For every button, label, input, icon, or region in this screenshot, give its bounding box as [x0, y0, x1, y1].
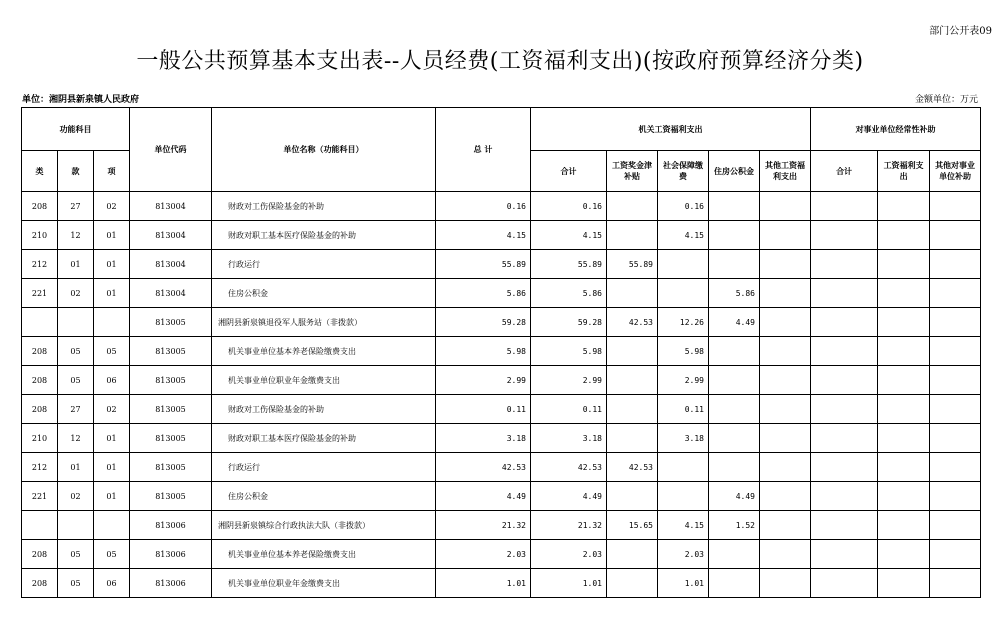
cell-org-social: 0.11 — [658, 395, 709, 424]
cell-unit-code: 813005 — [130, 453, 212, 482]
cell-org-housing — [709, 395, 760, 424]
xiang-header: 项 — [94, 151, 130, 192]
cell-org-other — [760, 395, 811, 424]
cell-xiang: 02 — [94, 192, 130, 221]
cell-lei: 208 — [22, 366, 58, 395]
page-title: 一般公共预算基本支出表--人员经费(工资福利支出)(按政府预算经济分类) — [136, 49, 864, 74]
cell-unit-name: 财政对职工基本医疗保险基金的补助 — [212, 221, 436, 250]
cell-org-housing — [709, 337, 760, 366]
cell-unit-code: 813005 — [130, 366, 212, 395]
cell-org-total: 42.53 — [531, 453, 607, 482]
cell-org-social: 12.26 — [658, 308, 709, 337]
cell-org-other — [760, 192, 811, 221]
cell-xiang: 01 — [94, 453, 130, 482]
table-row — [22, 279, 981, 308]
cell-xiang: 01 — [94, 482, 130, 511]
cell-org-salary — [607, 482, 658, 511]
org-other-header: 其他工资福利支出 — [760, 151, 811, 192]
cell-org-salary: 15.65 — [607, 511, 658, 540]
cell-lei: 208 — [22, 337, 58, 366]
table-header — [22, 108, 981, 192]
cell-xiang — [94, 308, 130, 337]
cell-total: 59.28 — [436, 308, 531, 337]
cell-org-housing — [709, 540, 760, 569]
cell-kuan: 02 — [58, 279, 94, 308]
cell-inst-total — [811, 279, 878, 308]
cell-org-other — [760, 337, 811, 366]
cell-total: 5.86 — [436, 279, 531, 308]
cell-lei: 212 — [22, 453, 58, 482]
table-row — [22, 337, 981, 366]
cell-lei: 208 — [22, 395, 58, 424]
cell-total: 3.18 — [436, 424, 531, 453]
cell-org-social — [658, 482, 709, 511]
cell-org-salary — [607, 569, 658, 598]
cell-inst-other — [930, 540, 981, 569]
cell-org-other — [760, 482, 811, 511]
cell-org-housing — [709, 569, 760, 598]
cell-org-other — [760, 250, 811, 279]
cell-unit-code: 813004 — [130, 279, 212, 308]
cell-total: 42.53 — [436, 453, 531, 482]
cell-xiang: 01 — [94, 221, 130, 250]
table-row — [22, 308, 981, 337]
cell-inst-salary — [878, 279, 930, 308]
cell-inst-salary — [878, 482, 930, 511]
cell-lei: 208 — [22, 540, 58, 569]
cell-org-social: 2.99 — [658, 366, 709, 395]
cell-lei: 210 — [22, 221, 58, 250]
cell-inst-other — [930, 250, 981, 279]
cell-inst-total — [811, 569, 878, 598]
amount-unit-label: 金额单位：万元 — [914, 95, 978, 105]
cell-org-other — [760, 511, 811, 540]
cell-inst-salary — [878, 453, 930, 482]
cell-inst-other — [930, 192, 981, 221]
cell-org-total: 4.49 — [531, 482, 607, 511]
cell-unit-name: 行政运行 — [212, 250, 436, 279]
inst-salary-header: 工资福利支出 — [878, 151, 930, 192]
cell-xiang: 01 — [94, 250, 130, 279]
unit-code-header: 单位代码 — [130, 108, 212, 192]
table-row — [22, 366, 981, 395]
cell-org-housing — [709, 192, 760, 221]
cell-lei: 221 — [22, 279, 58, 308]
cell-org-total: 21.32 — [531, 511, 607, 540]
cell-kuan: 05 — [58, 540, 94, 569]
org-total-header: 合计 — [531, 151, 607, 192]
cell-unit-name: 住房公积金 — [212, 482, 436, 511]
cell-kuan: 27 — [58, 395, 94, 424]
cell-unit-code: 813006 — [130, 511, 212, 540]
cell-inst-total — [811, 250, 878, 279]
cell-unit-code: 813006 — [130, 569, 212, 598]
cell-inst-total — [811, 511, 878, 540]
cell-inst-other — [930, 337, 981, 366]
cell-unit-name: 财政对工伤保险基金的补助 — [212, 192, 436, 221]
cell-unit-code: 813004 — [130, 250, 212, 279]
cell-org-other — [760, 279, 811, 308]
cell-org-housing — [709, 366, 760, 395]
cell-unit-name: 湘阴县新泉镇退役军人服务站（非拨款） — [212, 308, 436, 337]
cell-org-total: 5.86 — [531, 279, 607, 308]
cell-kuan: 05 — [58, 337, 94, 366]
cell-org-social — [658, 250, 709, 279]
cell-org-total: 0.11 — [531, 395, 607, 424]
cell-inst-other — [930, 395, 981, 424]
cell-org-total: 0.16 — [531, 192, 607, 221]
cell-xiang: 01 — [94, 279, 130, 308]
org-social-header: 社会保障缴费 — [658, 151, 709, 192]
cell-org-total: 59.28 — [531, 308, 607, 337]
cell-inst-salary — [878, 221, 930, 250]
cell-inst-salary — [878, 569, 930, 598]
cell-org-housing: 5.86 — [709, 279, 760, 308]
cell-inst-salary — [878, 192, 930, 221]
cell-inst-salary — [878, 540, 930, 569]
cell-inst-salary — [878, 250, 930, 279]
cell-org-housing: 4.49 — [709, 482, 760, 511]
cell-org-social: 3.18 — [658, 424, 709, 453]
cell-lei: 208 — [22, 192, 58, 221]
cell-inst-total — [811, 540, 878, 569]
cell-inst-total — [811, 366, 878, 395]
cell-org-total: 1.01 — [531, 569, 607, 598]
cell-total: 4.15 — [436, 221, 531, 250]
cell-unit-name: 机关事业单位职业年金缴费支出 — [212, 366, 436, 395]
cell-org-social: 0.16 — [658, 192, 709, 221]
table-row — [22, 569, 981, 598]
cell-org-other — [760, 366, 811, 395]
cell-org-housing — [709, 221, 760, 250]
cell-inst-salary — [878, 395, 930, 424]
cell-inst-total — [811, 221, 878, 250]
table-row — [22, 192, 981, 221]
cell-org-other — [760, 569, 811, 598]
cell-kuan: 12 — [58, 424, 94, 453]
total-header: 总 计 — [436, 108, 531, 192]
cell-unit-name: 机关事业单位职业年金缴费支出 — [212, 569, 436, 598]
cell-xiang: 06 — [94, 569, 130, 598]
table-row — [22, 395, 981, 424]
cell-lei: 210 — [22, 424, 58, 453]
cell-org-other — [760, 221, 811, 250]
cell-org-total: 3.18 — [531, 424, 607, 453]
cell-kuan: 01 — [58, 453, 94, 482]
cell-org-salary — [607, 337, 658, 366]
table-row — [22, 221, 981, 250]
cell-org-housing: 4.49 — [709, 308, 760, 337]
cell-org-other — [760, 540, 811, 569]
cell-inst-other — [930, 511, 981, 540]
cell-org-salary: 42.53 — [607, 453, 658, 482]
cell-org-social: 5.98 — [658, 337, 709, 366]
cell-inst-other — [930, 424, 981, 453]
cell-org-salary: 55.89 — [607, 250, 658, 279]
budget-table — [21, 107, 981, 598]
unit-name-header: 单位名称（功能科目） — [212, 108, 436, 192]
cell-inst-salary — [878, 424, 930, 453]
cell-unit-code: 813005 — [130, 424, 212, 453]
cell-unit-name: 机关事业单位基本养老保险缴费支出 — [212, 337, 436, 366]
cell-kuan: 05 — [58, 569, 94, 598]
cell-inst-salary — [878, 337, 930, 366]
cell-total: 55.89 — [436, 250, 531, 279]
cell-org-total: 4.15 — [531, 221, 607, 250]
cell-org-salary — [607, 366, 658, 395]
table-row — [22, 424, 981, 453]
cell-inst-salary — [878, 308, 930, 337]
cell-org-social: 4.15 — [658, 221, 709, 250]
unit-name-label: 单位：湘阴县新泉镇人民政府 — [22, 95, 140, 105]
cell-inst-other — [930, 221, 981, 250]
cell-org-salary — [607, 395, 658, 424]
cell-unit-name: 机关事业单位基本养老保险缴费支出 — [212, 540, 436, 569]
cell-unit-code: 813004 — [130, 192, 212, 221]
cell-xiang: 06 — [94, 366, 130, 395]
cell-org-salary: 42.53 — [607, 308, 658, 337]
cell-kuan: 02 — [58, 482, 94, 511]
cell-lei: 208 — [22, 569, 58, 598]
table-row — [22, 482, 981, 511]
cell-kuan: 01 — [58, 250, 94, 279]
cell-unit-code: 813004 — [130, 221, 212, 250]
cell-unit-code: 813005 — [130, 337, 212, 366]
cell-inst-total — [811, 192, 878, 221]
cell-unit-name: 住房公积金 — [212, 279, 436, 308]
cell-org-housing — [709, 250, 760, 279]
table-row — [22, 250, 981, 279]
cell-inst-total — [811, 308, 878, 337]
cell-inst-other — [930, 453, 981, 482]
cell-unit-code: 813005 — [130, 482, 212, 511]
cell-total: 2.03 — [436, 540, 531, 569]
cell-org-social: 2.03 — [658, 540, 709, 569]
lei-header: 类 — [22, 151, 58, 192]
cell-xiang: 05 — [94, 337, 130, 366]
org-salary-header: 工资奖金津补贴 — [607, 151, 658, 192]
cell-org-other — [760, 424, 811, 453]
cell-inst-total — [811, 337, 878, 366]
cell-total: 4.49 — [436, 482, 531, 511]
cell-org-salary — [607, 279, 658, 308]
cell-org-housing — [709, 453, 760, 482]
cell-xiang: 02 — [94, 395, 130, 424]
cell-org-salary — [607, 424, 658, 453]
cell-inst-total — [811, 482, 878, 511]
table-row — [22, 511, 981, 540]
cell-org-other — [760, 308, 811, 337]
inst-other-header: 其他对事业单位补助 — [930, 151, 981, 192]
cell-inst-other — [930, 366, 981, 395]
cell-total: 0.11 — [436, 395, 531, 424]
cell-unit-name: 行政运行 — [212, 453, 436, 482]
cell-org-social: 1.01 — [658, 569, 709, 598]
cell-xiang: 05 — [94, 540, 130, 569]
cell-org-housing: 1.52 — [709, 511, 760, 540]
cell-xiang — [94, 511, 130, 540]
cell-unit-code: 813005 — [130, 308, 212, 337]
cell-kuan — [58, 308, 94, 337]
cell-org-total: 5.98 — [531, 337, 607, 366]
cell-unit-name: 财政对职工基本医疗保险基金的补助 — [212, 424, 436, 453]
cell-kuan: 27 — [58, 192, 94, 221]
cell-lei — [22, 511, 58, 540]
cell-org-social — [658, 279, 709, 308]
cell-org-total: 2.03 — [531, 540, 607, 569]
cell-unit-code: 813005 — [130, 395, 212, 424]
cell-total: 0.16 — [436, 192, 531, 221]
org-welfare-group-header: 机关工资福利支出 — [531, 108, 811, 151]
cell-lei: 212 — [22, 250, 58, 279]
cell-org-total: 55.89 — [531, 250, 607, 279]
cell-org-salary — [607, 221, 658, 250]
cell-kuan — [58, 511, 94, 540]
cell-lei — [22, 308, 58, 337]
cell-inst-other — [930, 482, 981, 511]
cell-unit-name: 湘阴县新泉镇综合行政执法大队（非拨款） — [212, 511, 436, 540]
cell-org-other — [760, 453, 811, 482]
cell-inst-other — [930, 308, 981, 337]
cell-unit-code: 813006 — [130, 540, 212, 569]
inst-total-header: 合计 — [811, 151, 878, 192]
cell-inst-total — [811, 395, 878, 424]
cell-total: 5.98 — [436, 337, 531, 366]
org-housing-header: 住房公积金 — [709, 151, 760, 192]
table-row — [22, 453, 981, 482]
cell-org-salary — [607, 540, 658, 569]
cell-org-social — [658, 453, 709, 482]
cell-inst-salary — [878, 511, 930, 540]
cell-inst-other — [930, 279, 981, 308]
inst-subsidy-group-header: 对事业单位经常性补助 — [811, 108, 981, 151]
cell-total: 2.99 — [436, 366, 531, 395]
cell-unit-name: 财政对工伤保险基金的补助 — [212, 395, 436, 424]
cell-org-salary — [607, 192, 658, 221]
cell-org-social: 4.15 — [658, 511, 709, 540]
cell-kuan: 05 — [58, 366, 94, 395]
cell-kuan: 12 — [58, 221, 94, 250]
table-body — [22, 192, 981, 598]
cell-inst-total — [811, 424, 878, 453]
cell-inst-total — [811, 453, 878, 482]
cell-xiang: 01 — [94, 424, 130, 453]
cell-inst-other — [930, 569, 981, 598]
kuan-header: 款 — [58, 151, 94, 192]
table-row — [22, 540, 981, 569]
cell-lei: 221 — [22, 482, 58, 511]
cell-org-housing — [709, 424, 760, 453]
func-subject-header: 功能科目 — [22, 108, 130, 151]
cell-total: 1.01 — [436, 569, 531, 598]
table-number-tag: 部门公开表09 — [929, 26, 992, 37]
cell-org-total: 2.99 — [531, 366, 607, 395]
cell-total: 21.32 — [436, 511, 531, 540]
cell-inst-salary — [878, 366, 930, 395]
